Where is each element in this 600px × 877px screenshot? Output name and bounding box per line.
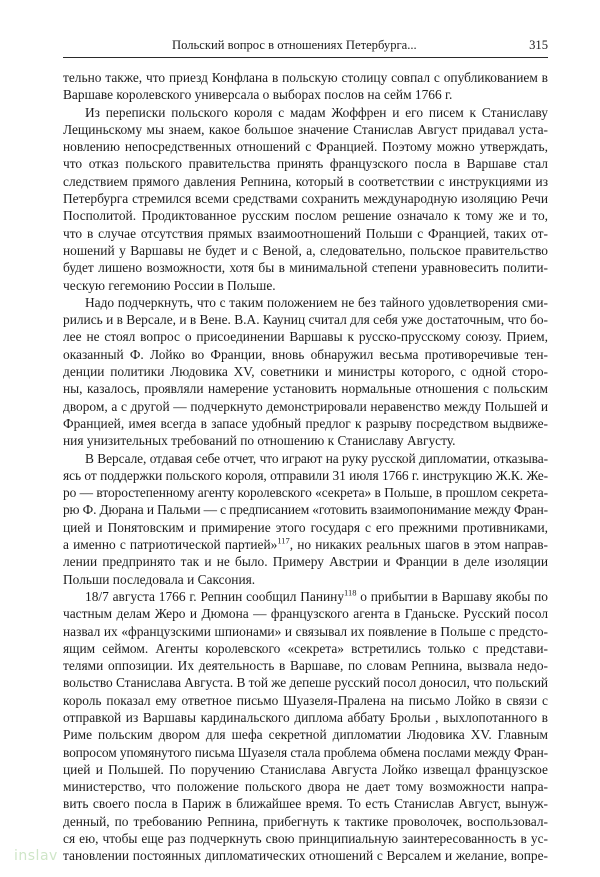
- text-line: Польши последовала и Саксония.: [63, 571, 256, 587]
- text-line: ящим сеймом. Агенты королевского «секрета» встретились только с представи-: [63, 640, 548, 656]
- header-rule: [63, 57, 548, 58]
- paragraph: [63, 104, 548, 294]
- text-line: ческую гегемонию России в Польше.: [63, 277, 276, 293]
- text-line: Варшаве королевского универсала о выборах послов на сейм 1766 г.: [63, 87, 453, 103]
- text-line: оказанный Ф. Лойко во Франции, вновь обнаружил весьма противоречивые тен-: [63, 346, 548, 362]
- text-line: вольство Станислава Августа. В той же депеше русский посол доносил, что польский: [63, 675, 548, 691]
- text-line: [63, 536, 548, 553]
- text-line: рю Ф. Дюрана и Пальми — с предписанием «готовить взаимопонимание между Фран-: [63, 502, 548, 518]
- text-line: Посполитой. Продиктованное русским послом решение означало к тому же и то,: [63, 208, 548, 224]
- running-header: [63, 37, 548, 54]
- paragraph: [63, 450, 548, 588]
- text-line: Францией, имея всегда в запасе удобный предлог к разрыву посредством выдвиже-: [63, 415, 548, 431]
- text-line: тельно также, что приезд Конфлана в польскую столицу совпал с опубликованием в: [63, 70, 548, 85]
- text-line: вопросом упомянутого письма Шуазеля стала проблема обмена послами между Фран-: [63, 744, 548, 760]
- text-line: что в случае отсутствия прямых взаимоотношений Польши с Францией, таких от-: [63, 225, 548, 241]
- text-segment: 18/7 августа 1766 г. Репнин сообщил Панину: [85, 588, 345, 604]
- text-line: цией и Польшей. По поручению Станислава Августа Лойко извещал французское: [63, 761, 548, 777]
- text-line: Надо подчеркнуть, что с таким положением не без тайного удовлетворения сми-: [85, 294, 548, 310]
- text-line: ния унизительных требований по отношению к Станиславу Августу.: [63, 433, 456, 449]
- footnote-ref: 118: [344, 587, 357, 598]
- page-number: 315: [529, 38, 548, 52]
- text-line: В Версале, отдавая себе отчет, что играют на руку русской дипломатии, отказыва-: [85, 450, 548, 466]
- text-line: двором, а с другой — подчеркнуто демонстрировали неравенство между Польшей и: [63, 398, 548, 414]
- text-line: Из переписки польского короля с мадам Жоффрен и его писем к Станиславу: [85, 104, 548, 120]
- text-line: вить своего посла в Париж в ближайшее время. То есть Станислав Август, вынуж-: [63, 796, 548, 812]
- text-line: ро — второстепенному агенту королевского «секрета» в Польше, в прошлом секрета-: [63, 485, 548, 501]
- text-segment: , но никаких реальных шагов в этом направ-: [289, 537, 548, 553]
- paragraph: [63, 588, 548, 865]
- text-line: король показал ему ответное письмо Шуазеля-Пралена на письмо Лойко в связи с: [63, 692, 548, 708]
- text-line: министерство, что положение польского двора не дает тому возможности напра-: [63, 779, 548, 795]
- text-line: цией и Понятовским и примирение этого государя с его прежними противниками,: [63, 519, 548, 535]
- body-text: [63, 69, 548, 865]
- text-line: Риме польским двором для шефа секретной дипломатии Людовика XV. Главным: [63, 727, 548, 743]
- text-line: Лещиньскому мы знаем, какое большое значение Станислав Август придавал уста-: [63, 121, 548, 137]
- text-segment: а именно с патриотической партией»: [63, 537, 278, 553]
- paragraph: [63, 294, 548, 450]
- text-line: ясь от поддержки польского короля, отправили 31 июля 1766 г. инструкцию Ж.К. Же-: [63, 467, 548, 483]
- text-line: ношений у Варшавы не будет и с Веной, а, следовательно, польское правительство: [63, 242, 548, 258]
- text-line: что отказ польского правительства принять французского посла в Варшаве стал: [63, 156, 548, 172]
- text-line: телями оппозиции. Их деятельность в Варшаве, по словам Репнина, вызвала недо-: [63, 658, 548, 674]
- text-segment: о прибытии в Варшаву якобы по: [356, 588, 548, 604]
- text-line: отправкой из Варшавы кардинальского диплома аббату Брольи , выхлопотанного в: [63, 709, 548, 725]
- text-line: лее не стоял вопрос о присоединении Варшавы к русско-прусскому союзу. Прием,: [63, 329, 548, 345]
- footnote-ref: 117: [277, 535, 290, 546]
- text-line: ны, казалось, проявляли намерение установить нормальные отношения с польским: [63, 381, 548, 397]
- text-line: новлению непосредственных отношений с Францией. Поэтому можно утверждать,: [63, 139, 548, 155]
- text-line: будет лишено возможности, хотя бы в минимальной степени уравновесить полити-: [63, 260, 548, 276]
- text-line: следствием прямого давления Репнина, который в соответствии с инструкциями из: [63, 173, 548, 189]
- text-line: Петербурга стремился всеми средствами сохранить международную изоляцию Речи: [63, 191, 548, 207]
- paragraph: [63, 69, 548, 104]
- text-line: рились и в Версале, и в Вене. В.А. Кауниц считал для себя уже достаточным, что бо-: [63, 312, 548, 328]
- text-line: частным делам Жеро и Дюмона — французского агента в Гданьске. Русский посол: [63, 606, 548, 622]
- running-title: Польский вопрос в отношениях Петербурга...: [172, 38, 417, 52]
- text-line: [63, 588, 548, 605]
- text-line: ся ею, чтобы еще раз подчеркнуть свою принципиальную заинтересованность в ус-: [63, 831, 548, 847]
- text-line: лении предпринято так и не было. Примеру Австрии и Франции в деле изоляции: [63, 554, 548, 570]
- text-line: назвал их «французскими шпионами» и связывал их появление в Польше с предсто-: [63, 623, 548, 639]
- text-line: тановлении постоянных дипломатических отношений с Версалем и желание, вопре-: [63, 848, 548, 864]
- watermark: inslav: [14, 848, 58, 864]
- text-line: денции политики Людовика XV, советники и министры которого, с одной сторо-: [63, 364, 548, 380]
- text-line: денный, по требованию Репнина, прибегнуть к тактике проволочек, воспользовал-: [63, 813, 548, 829]
